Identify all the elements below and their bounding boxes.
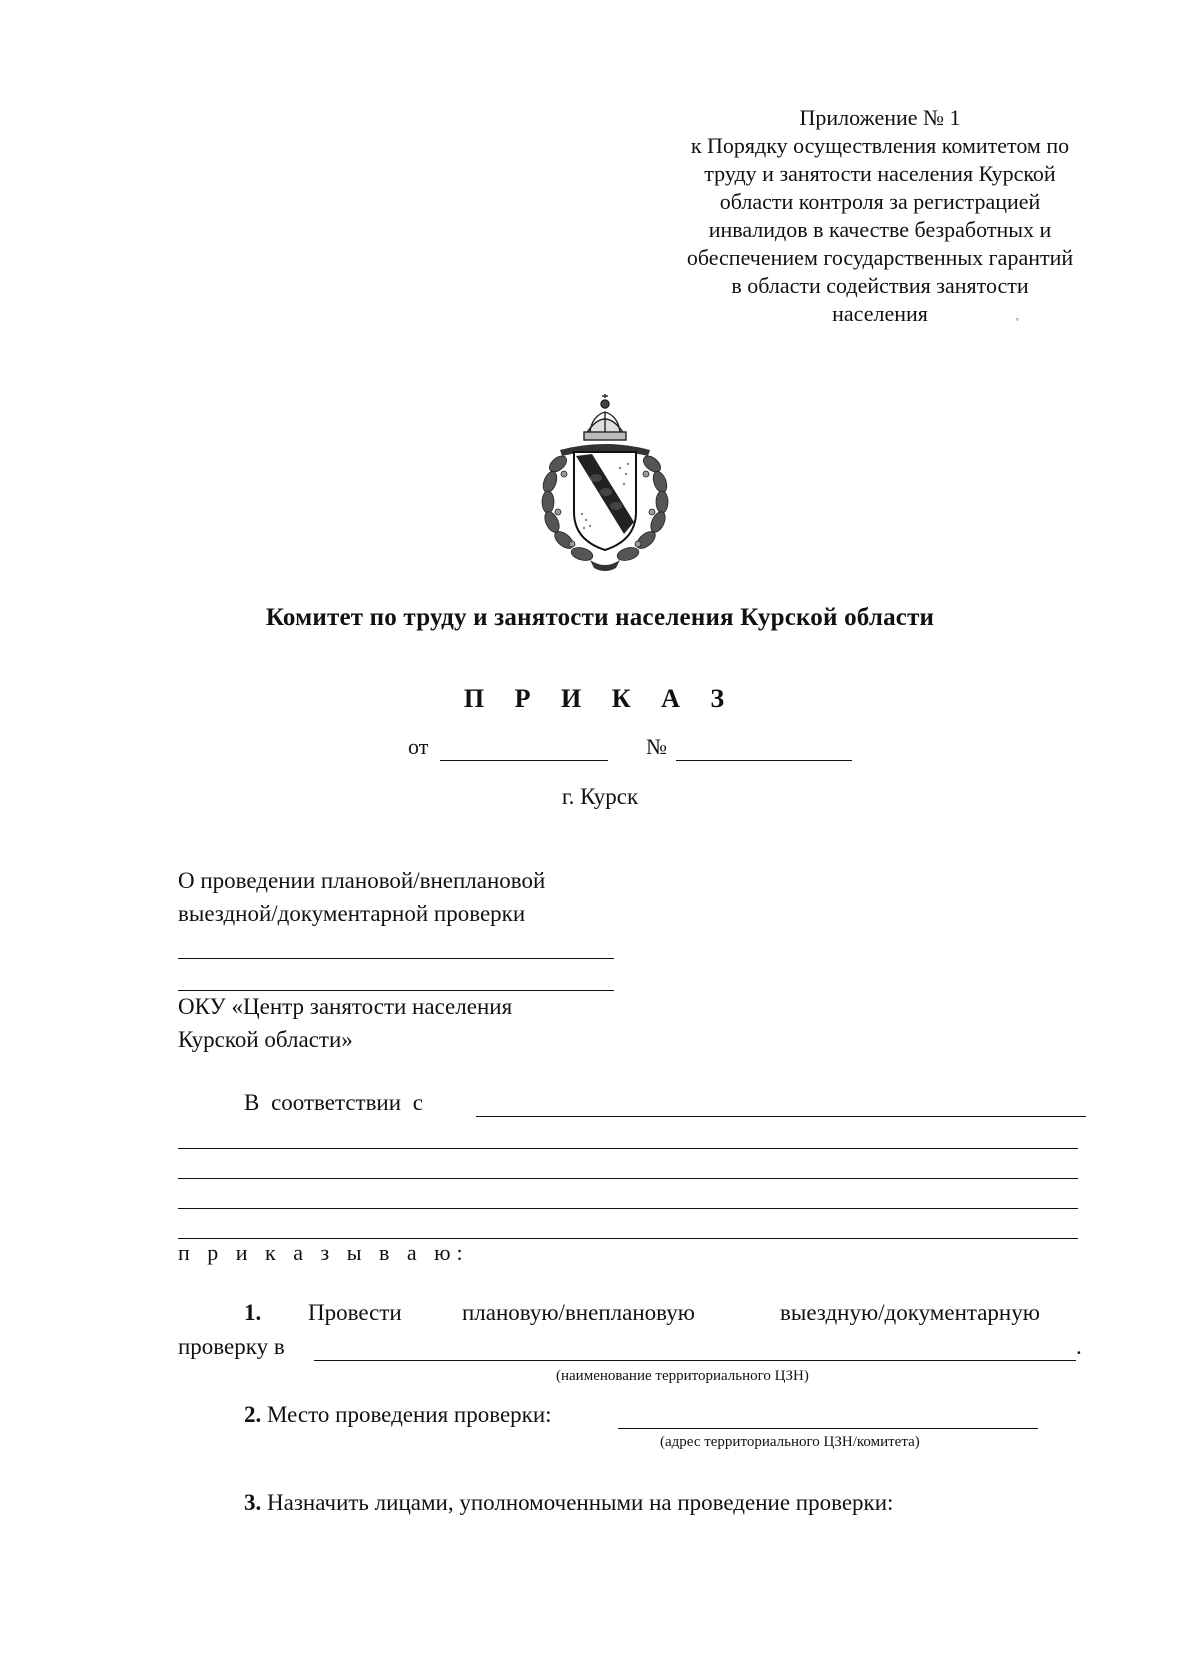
scan-mark: ᵥ	[1016, 312, 1019, 323]
accordance-blank-line	[178, 1148, 1078, 1149]
order-subject	[178, 864, 545, 930]
appendix-line: Приложение № 1	[799, 105, 961, 130]
appendix-line: в области содействия занятости	[731, 273, 1029, 298]
appendix-line: к Порядку осуществления комитетом по	[690, 133, 1070, 158]
order-word: п р и к а з ы в а ю:	[178, 1240, 469, 1265]
accordance-blank-line	[476, 1116, 1086, 1117]
item-2-caption: (адрес территориального ЦЗН/комитета)	[660, 1434, 920, 1450]
item-3	[244, 1490, 893, 1516]
accordance-label: В соответствии с	[244, 1090, 424, 1115]
subject-blank-line	[178, 958, 614, 959]
accordance-blank-line	[178, 1208, 1078, 1209]
item-1-period: .	[1076, 1334, 1082, 1359]
order-title: П Р И К А З	[463, 684, 737, 713]
item-1-word: плановую/внеплановую	[462, 1300, 695, 1325]
number-label: №	[646, 734, 667, 759]
number-field-line	[676, 760, 852, 761]
organization-name	[178, 990, 512, 1056]
appendix-header	[600, 104, 1160, 328]
item-1-word: Провести	[308, 1300, 402, 1325]
appendix-line: населения	[832, 301, 928, 326]
item-2	[244, 1402, 552, 1428]
item-3-number: 3.	[244, 1490, 262, 1515]
item-2-number: 2.	[244, 1402, 262, 1427]
item-1-number: 1.	[244, 1300, 262, 1325]
item-2-blank-line	[618, 1428, 1038, 1429]
appendix-line: инвалидов в качестве безработных и	[708, 217, 1052, 242]
item-3-text: Назначить лицами, уполномоченными на проведение проверки:	[267, 1490, 894, 1515]
kursk-coat-of-arms-icon	[520, 394, 690, 574]
committee-name: Комитет по труду и занятости населения Курской области	[265, 604, 935, 631]
item-1-blank-line	[314, 1360, 1076, 1361]
organization-line: Курской области»	[178, 1027, 353, 1052]
accordance-blank-line	[178, 1178, 1078, 1179]
item-2-text: Место проведения проверки:	[267, 1402, 552, 1427]
appendix-line: области контроля за регистрацией	[719, 189, 1041, 214]
date-from-label: от	[408, 734, 429, 759]
subject-line: выездной/документарной проверки	[178, 901, 526, 926]
date-field-line	[440, 760, 608, 761]
item-1-second-line: проверку в	[178, 1334, 285, 1359]
accordance-blank-line	[178, 1238, 1078, 1239]
organization-line: ОКУ «Центр занятости населения	[178, 994, 513, 1019]
item-1-caption: (наименование территориального ЦЗН)	[556, 1368, 809, 1384]
appendix-line: труду и занятости населения Курской	[704, 161, 1056, 186]
item-1-word: выездную/документарную	[780, 1300, 1040, 1325]
city: г. Курск	[561, 784, 639, 809]
appendix-line: обеспечением государственных гарантий	[686, 245, 1074, 270]
subject-line: О проведении плановой/внеплановой	[178, 868, 546, 893]
